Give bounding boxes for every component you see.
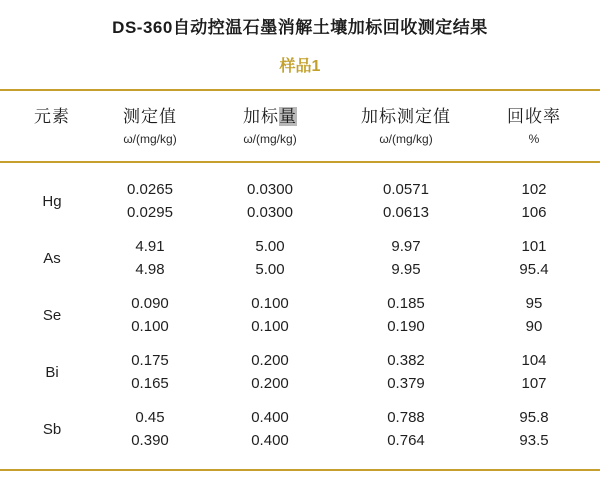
value: 4.98 (135, 261, 165, 278)
col-header-spiked-measured-label: 加标测定值 (361, 107, 451, 126)
element-symbol: Bi (45, 363, 59, 381)
value: 0.190 (387, 318, 425, 335)
col-header-measured-unit: ω/(mg/kg) (123, 132, 177, 146)
value: 0.400 (251, 432, 289, 449)
element-symbol: As (43, 249, 61, 267)
col-header-spiked-label (196, 108, 344, 126)
value: 0.100 (251, 318, 289, 335)
value: 0.185 (387, 295, 425, 312)
table-body (0, 163, 600, 452)
spiked-cell (196, 178, 344, 224)
value: 0.400 (251, 409, 289, 426)
col-header-measured (104, 108, 196, 161)
spiked-measured-cell (344, 406, 468, 452)
col-header-spiked-measured-unit: ω/(mg/kg) (379, 132, 433, 146)
spiked-measured-cell (344, 178, 468, 224)
value: 0.175 (131, 352, 169, 369)
col-header-measured-label: 测定值 (123, 107, 177, 126)
value: 0.0265 (127, 181, 173, 198)
value: 93.5 (519, 432, 549, 449)
value: 95 (525, 295, 543, 312)
col-header-element-label: 元素 (34, 107, 70, 126)
divider-bottom (0, 469, 600, 471)
recovery-cell (468, 292, 600, 338)
recovery-cell (468, 178, 600, 224)
spiked-cell (196, 292, 344, 338)
element-row-sb (0, 406, 600, 452)
value: 0.200 (251, 375, 289, 392)
value: 5.00 (255, 238, 285, 255)
measured-cell (104, 178, 196, 224)
value: 9.97 (391, 238, 421, 255)
sample-subtitle: 样品1 (279, 58, 321, 75)
highlighted-char: 量 (279, 107, 297, 126)
spiked-cell (196, 235, 344, 281)
value: 0.090 (131, 295, 169, 312)
col-header-element (0, 108, 104, 161)
value: 0.100 (131, 318, 169, 335)
value: 0.100 (251, 295, 289, 312)
value: 9.95 (391, 261, 421, 278)
col-header-spiked (196, 108, 344, 161)
value: 106 (521, 204, 547, 221)
col-header-spiked-label-prefix: 加标 (243, 107, 279, 126)
value: 104 (521, 352, 547, 369)
spiked-measured-cell (344, 292, 468, 338)
recovery-cell (468, 235, 600, 281)
value: 90 (525, 318, 543, 335)
value: 0.0571 (383, 181, 429, 198)
recovery-cell (468, 406, 600, 452)
value: 107 (521, 375, 547, 392)
value: 0.0300 (247, 204, 293, 221)
value: 4.91 (135, 238, 165, 255)
spiked-cell (196, 349, 344, 395)
value: 0.788 (387, 409, 425, 426)
spiked-measured-cell (344, 349, 468, 395)
value: 0.379 (387, 375, 425, 392)
measured-cell (104, 406, 196, 452)
measured-cell (104, 349, 196, 395)
value: 0.0295 (127, 204, 173, 221)
value: 0.0300 (247, 181, 293, 198)
spiked-measured-cell (344, 235, 468, 281)
value: 0.382 (387, 352, 425, 369)
value: 95.8 (519, 409, 549, 426)
value: 0.165 (131, 375, 169, 392)
element-symbol: Hg (42, 192, 62, 210)
value: 95.4 (519, 261, 549, 278)
value: 0.200 (251, 352, 289, 369)
col-header-recovery-label: 回收率 (507, 107, 561, 126)
value: 0.390 (131, 432, 169, 449)
value: 101 (521, 238, 547, 255)
col-header-spiked-measured (344, 108, 468, 161)
table-header-row (0, 91, 600, 161)
measured-cell (104, 292, 196, 338)
col-header-recovery (468, 108, 600, 161)
element-row-as (0, 235, 600, 281)
element-symbol: Sb (42, 420, 62, 438)
element-row-bi (0, 349, 600, 395)
value: 0.0613 (383, 204, 429, 221)
col-header-recovery-unit: % (528, 132, 540, 146)
measured-cell (104, 235, 196, 281)
value: 0.764 (387, 432, 425, 449)
element-row-se (0, 292, 600, 338)
element-row-hg (0, 178, 600, 224)
value: 102 (521, 181, 547, 198)
recovery-cell (468, 349, 600, 395)
value: 5.00 (255, 261, 285, 278)
page-title: DS-360自动控温石墨消解土壤加标回收测定结果 (112, 18, 488, 37)
element-symbol: Se (42, 306, 62, 324)
col-header-spiked-unit: ω/(mg/kg) (243, 132, 297, 146)
spiked-cell (196, 406, 344, 452)
value: 0.45 (135, 409, 165, 426)
